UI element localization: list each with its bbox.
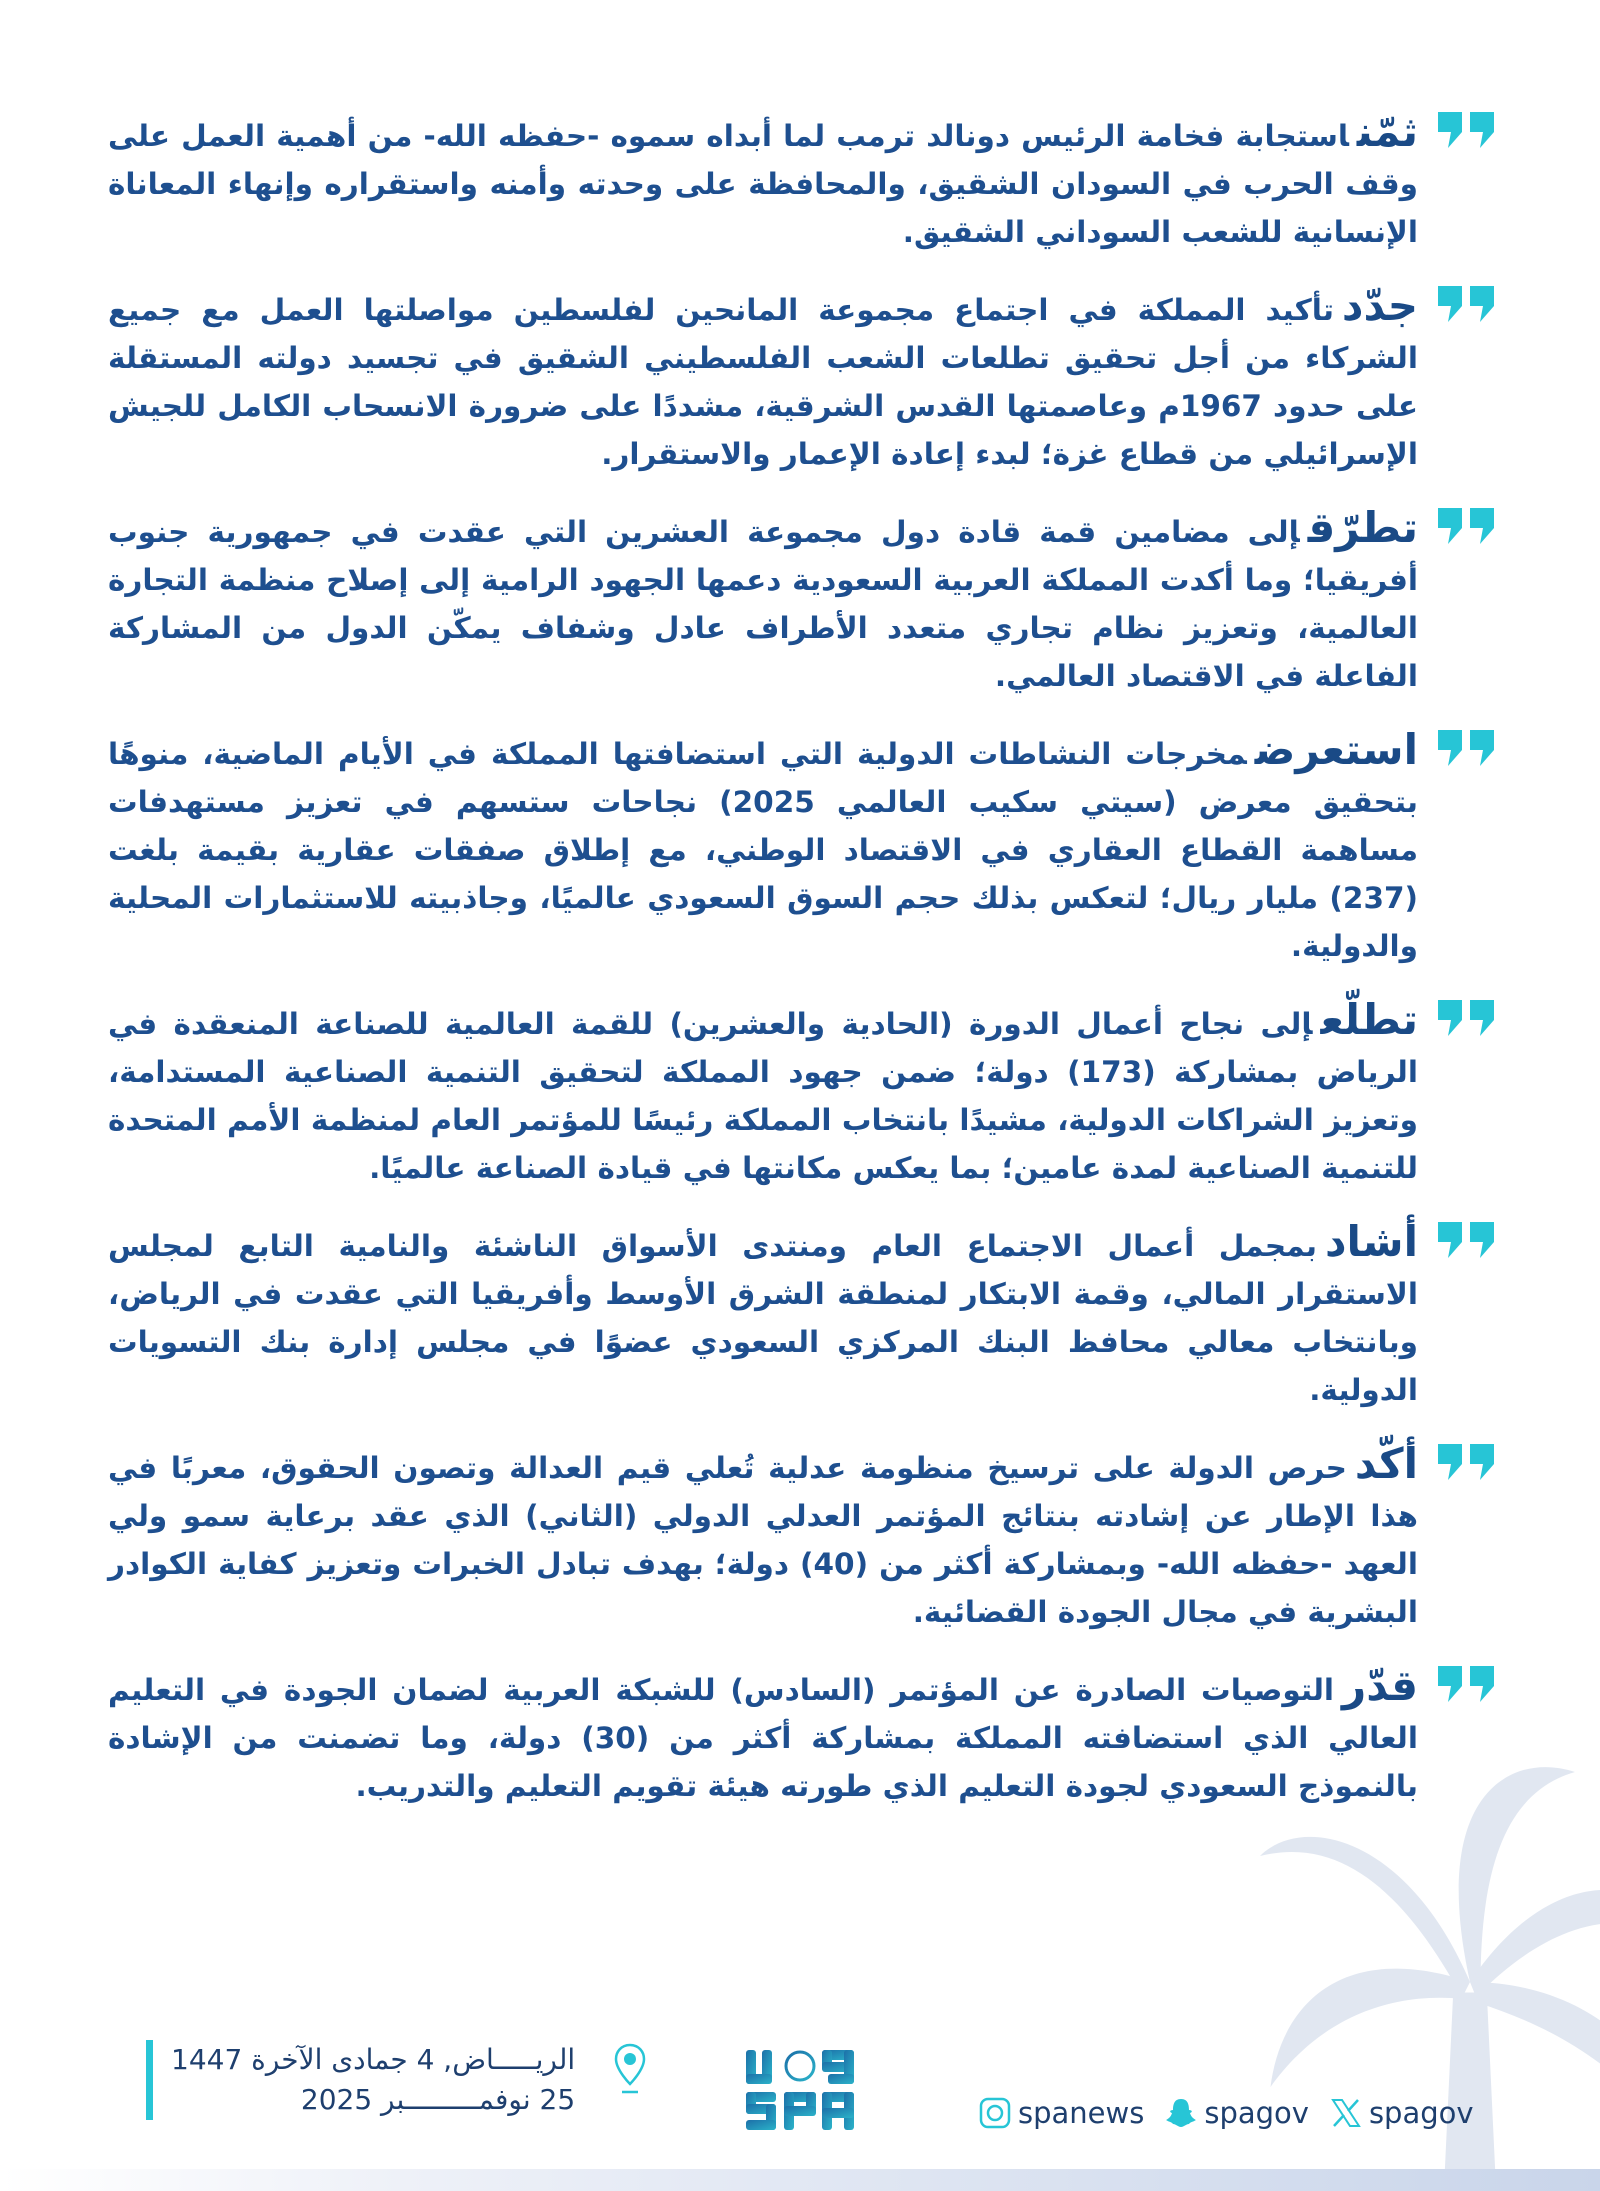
paragraph-text: بمجمل أعمال الاجتماع العام ومنتدى الأسواق الناشئة والنامية التابع لمجلس الاستقرار المالي، وقمة الابتكار لمنطقة الشرق الأوسط وأفريقيا التي عقدت في الرياض، وبانتخاب معالي محافظ البنك المركزي السعودي عضوًا في مجلس إدارة بنك التسويات الدولية. [108,1229,1418,1407]
social-handle: spagov [1204,2096,1309,2130]
footer [0,2030,1600,2170]
x-icon [1329,2096,1363,2130]
quote-icon [1436,728,1500,768]
paragraph [108,726,1500,970]
quote-icon [1436,1442,1500,1482]
quote-icon [1436,110,1500,150]
paragraph-keyword: أكّد [1354,1439,1418,1488]
paragraph-text: استجابة فخامة الرئيس دونالد ترمب لما أبداه سموه -حفظه الله- من أهمية العمل على وقف الحرب في السودان الشقيق، والمحافظة على وحدته وأمنه واستقراره وإنهاء المعاناة الإنسانية للشعب السوداني الشقيق. [108,119,1418,249]
location-pin-icon [612,2042,648,2098]
bottom-strip [0,2169,1600,2191]
paragraph-text: إلى نجاح أعمال الدورة (الحادية والعشرين) للقمة العالمية للصناعة المنعقدة في الرياض بمشاركة (173) دولة؛ ضمن جهود المملكة لتحقيق التنمية الصناعية المستدامة، وتعزيز الشراكات الدولية، مشيدًا بانتخاب المملكة رئيسًا للمؤتمر العام لمنظمة الأمم المتحدة للتنمية الصناعية لمدة عامين؛ بما يعكس مكانتها في قيادة الصناعة عالميًا. [108,1007,1418,1185]
news-content [108,108,1500,1836]
quote-icon [1436,998,1500,1038]
dateline [146,2040,575,2120]
instagram-icon [978,2096,1012,2130]
social-links [978,2096,1494,2130]
paragraph [108,996,1500,1192]
spa-logo [742,2044,860,2136]
paragraph [108,504,1500,700]
paragraph [108,1218,1500,1414]
paragraph-text: التوصيات الصادرة عن المؤتمر (السادس) للشبكة العربية لضمان الجودة في التعليم العالي الذي استضافته المملكة بمشاركة أكثر من (30) دولة، وما تضمنت من الإشادة بالنموذج السعودي لجودة التعليم الذي طورته هيئة تقويم التعليم والتدريب. [108,1673,1418,1803]
quote-icon [1436,1664,1500,1704]
paragraph-text: تأكيد المملكة في اجتماع مجموعة المانحين لفلسطين مواصلتها العمل مع جميع الشركاء من أجل تحقيق تطلعات الشعب الفلسطيني الشقيق في تجسيد دولته المستقلة على حدود 1967م وعاصمتها القدس الشرقية، مشددًا على ضرورة الانسحاب الكامل للجيش الإسرائيلي من قطاع غزة؛ لبدء إعادة الإعمار والاستقرار. [108,293,1418,471]
gregorian-date: 25 نوفمـــــــــبر 2025 [300,2083,576,2116]
paragraph [108,108,1500,256]
paragraph-text: مخرجات النشاطات الدولية التي استضافتها المملكة في الأيام الماضية، منوهًا بتحقيق معرض (سيتي سكيب العالمي 2025) نجاحات ستسهم في تعزيز مستهدفات مساهمة القطاع العقاري في الاقتصاد الوطني، مع إطلاق صفقات عقارية بقيمة بلغت (237) مليار ريال؛ لتعكس بذلك حجم السوق السعودي عالميًا، وجاذبيته للاستثمارات المحلية والدولية. [108,737,1418,963]
snapchat-icon [1164,2096,1198,2130]
paragraph-keyword: أشاد [1324,1217,1418,1266]
paragraph [108,1662,1500,1810]
paragraph-keyword: استعرض [1254,725,1418,774]
social-instagram[interactable] [978,2096,1144,2130]
social-handle: spagov [1368,2096,1474,2130]
paragraph-text: إلى مضامين قمة قادة دول مجموعة العشرين التي عقدت في جمهورية جنوب أفريقيا؛ وما أكدت المملكة العربية السعودية دعمها الجهود الرامية إلى إصلاح منظمة التجارة العالمية، وتعزيز نظام تجاري متعدد الأطراف عادل وشفاف يمكّن الدول من المشاركة الفاعلة في الاقتصاد العالمي. [108,515,1418,693]
quote-icon [1436,1220,1500,1260]
paragraph-keyword: قدّر [1342,1661,1418,1710]
paragraph-keyword: تطرّق [1307,503,1418,552]
paragraph-text: حرص الدولة على ترسيخ منظومة عدلية تُعلي قيم العدالة وتصون الحقوق، معربًا في هذا الإطار عن إشادته بنتائج المؤتمر العدلي الدولي (الثاني) الذي عقد برعاية سمو ولي العهد -حفظه الله- وبمشاركة أكثر من (40) دولة؛ بهدف تبادل الخبرات وتعزيز كفاية الكوادر البشرية في مجال الجودة القضائية. [108,1451,1418,1629]
paragraph-keyword: تطلّع [1320,995,1418,1044]
quote-icon [1436,284,1500,324]
location-hijri-date: الريـــــاض, 4 جمادى الآخرة 1447 [171,2043,576,2076]
social-handle: spanews [1018,2096,1145,2130]
paragraph [108,282,1500,478]
paragraph [108,1440,1500,1636]
social-x[interactable] [1329,2096,1474,2130]
paragraph-keyword: جدّد [1341,281,1418,330]
quote-icon [1436,506,1500,546]
social-snapchat[interactable] [1164,2096,1309,2130]
paragraph-keyword: ثمّن [1356,107,1418,156]
